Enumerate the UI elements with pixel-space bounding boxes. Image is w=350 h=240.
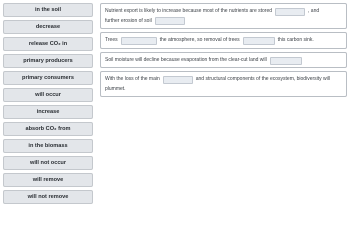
statement-nutrient-export [100,3,347,29]
drop-slot[interactable] [275,8,305,16]
drop-slot[interactable] [163,76,193,84]
statement-text: , and [308,8,320,14]
word-chip-will-not-occur[interactable]: will not occur [3,156,93,170]
word-chip-decrease[interactable]: decrease [3,20,93,34]
statement-text: Trees [105,37,118,43]
word-chip-release-co2-in[interactable]: release CO₂ in [3,37,93,51]
drop-slot[interactable] [243,37,275,45]
statement-text: With the loss of the main [105,76,160,82]
word-chip-primary-consumers[interactable]: primary consumers [3,71,93,85]
word-chip-primary-producers[interactable]: primary producers [3,54,93,68]
statement-text: and structural components of the ecosystem, biodiversity will [195,76,330,82]
statement-soil-moisture [100,52,347,68]
statement-text: the atmosphere, so removal of trees [159,37,240,43]
word-chip-will-remove[interactable]: will remove [3,173,93,187]
statement-text: further erosion of soil [105,17,152,24]
word-chip-increase[interactable]: increase [3,105,93,119]
drop-slot[interactable] [155,17,185,25]
word-chip-will-occur[interactable]: will occur [3,88,93,102]
statement-biodiversity [100,71,347,97]
statement-text: plummet. [105,85,126,92]
statement-text: Soil moisture will decline because evaporation from the clear-cut land will [105,57,267,63]
drop-slot[interactable] [121,37,157,45]
statement-trees [100,32,347,49]
word-chip-will-not-remove[interactable]: will not remove [3,190,93,204]
word-bank [3,3,93,207]
drop-slot[interactable] [270,57,302,65]
statement-text: Nutrient export is likely to increase because most of the nutrients are stored [105,8,273,14]
statement-list [100,3,347,100]
word-chip-absorb-co2-from[interactable]: absorb CO₂ from [3,122,93,136]
statement-text: this carbon sink. [277,37,314,43]
word-chip-in-the-soil[interactable]: in the soil [3,3,93,17]
word-chip-in-the-biomass[interactable]: in the biomass [3,139,93,153]
